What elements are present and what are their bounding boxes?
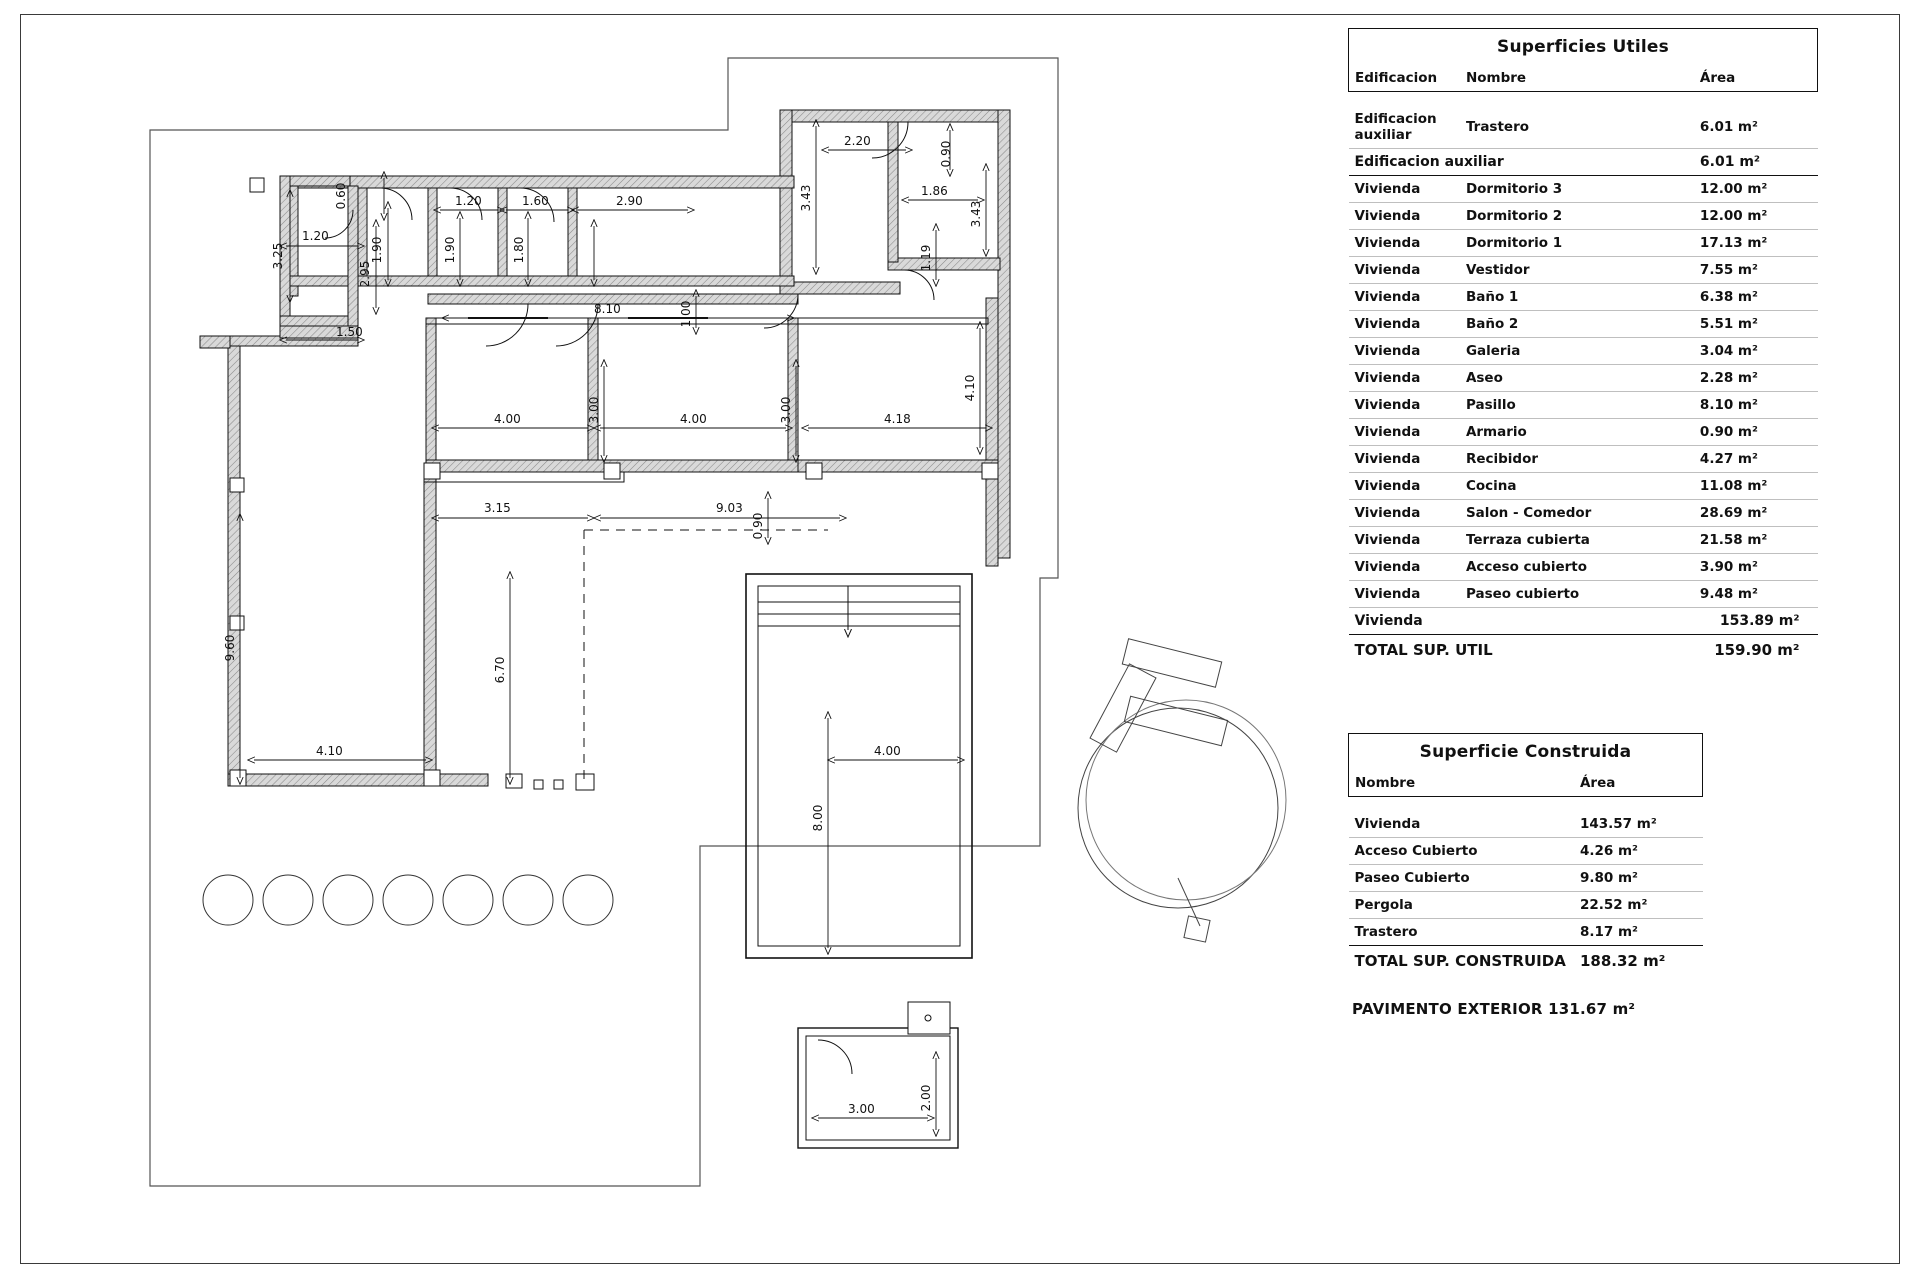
dim-1-80: 1.80 [512, 236, 526, 264]
dim-4-10-low: 4.10 [316, 744, 343, 758]
cell-area: 8.17 m² [1574, 919, 1703, 946]
table-row [1349, 527, 1818, 554]
cell-area: 12.00 m² [1694, 203, 1818, 230]
cell-edificacion: Vivienda [1349, 230, 1460, 257]
cell-edificacion: Vivienda [1349, 473, 1460, 500]
cell-nombre: Dormitorio 2 [1460, 203, 1694, 230]
dim-1-00: 1.00 [679, 300, 693, 328]
cell-edificacion: Vivienda [1349, 419, 1460, 446]
cell-edificacion: Vivienda [1349, 527, 1460, 554]
dim-4-18: 4.18 [884, 412, 911, 426]
dim-1-20-top: 1.20 [455, 194, 482, 208]
table-row [1349, 554, 1818, 581]
cell-area: 4.27 m² [1694, 446, 1818, 473]
table-header-row [1349, 771, 1703, 797]
table-row [1349, 473, 1818, 500]
header-nombre-constr: Nombre [1349, 771, 1574, 797]
total-row-util [1349, 635, 1818, 664]
header-edificacion: Edificacion [1349, 66, 1460, 92]
table-row [1349, 392, 1818, 419]
dim-3-43-b: 3.43 [969, 200, 983, 228]
table-title-utiles: Superficies Utiles [1349, 29, 1818, 67]
cell-nombre: Pergola [1349, 892, 1574, 919]
cell-nombre: Pasillo [1460, 392, 1694, 419]
total-value-construida: 188.32 m² [1579, 952, 1666, 970]
cell-edificacion: Vivienda [1349, 392, 1460, 419]
table-row [1349, 284, 1818, 311]
table-row [1349, 892, 1703, 919]
cell-area: 9.80 m² [1574, 865, 1703, 892]
total-label-util: TOTAL SUP. UTIL [1354, 641, 1493, 659]
dim-1-20-left: 1.20 [302, 229, 329, 243]
cell-nombre: Baño 2 [1460, 311, 1694, 338]
subtotal-value-auxiliar: 6.01 m² [1694, 149, 1818, 176]
cell-edificacion: Vivienda [1349, 446, 1460, 473]
table-row [1349, 500, 1818, 527]
cell-area: 143.57 m² [1574, 804, 1703, 838]
cell-edificacion: Edificacion auxiliar [1349, 99, 1460, 149]
subtotal-row-vivienda [1349, 608, 1818, 635]
cell-area: 6.01 m² [1694, 99, 1818, 149]
cell-edificacion: Vivienda [1349, 284, 1460, 311]
cell-edificacion: Vivienda [1349, 554, 1460, 581]
dim-3-00-shed: 3.00 [848, 1102, 875, 1116]
table-row [1349, 446, 1818, 473]
table-row [1349, 99, 1818, 149]
table-row [1349, 365, 1818, 392]
floor-plan-drawing [28, 18, 1328, 1262]
cell-nombre: Baño 1 [1460, 284, 1694, 311]
cell-area: 6.38 m² [1694, 284, 1818, 311]
cell-nombre: Recibidor [1460, 446, 1694, 473]
cell-edificacion: Vivienda [1349, 311, 1460, 338]
table-superficie-construida [1348, 733, 1703, 974]
cell-nombre: Dormitorio 1 [1460, 230, 1694, 257]
cell-area: 3.90 m² [1694, 554, 1818, 581]
cell-edificacion: Vivienda [1349, 176, 1460, 203]
cell-area: 8.10 m² [1694, 392, 1818, 419]
total-row-construida [1349, 946, 1703, 975]
dim-6-70: 6.70 [493, 656, 507, 684]
table-title-row [1349, 29, 1818, 67]
table-row [1349, 804, 1703, 838]
dim-2-20: 2.20 [844, 134, 871, 148]
cell-area: 9.48 m² [1694, 581, 1818, 608]
table-spacer [1349, 797, 1703, 805]
table-header-row [1349, 66, 1818, 92]
header-area-constr: Área [1574, 771, 1703, 797]
dim-8-00: 8.00 [811, 804, 825, 832]
subtotal-value-vivienda: 153.89 m² [1694, 608, 1818, 635]
table-row [1349, 838, 1703, 865]
table-row [1349, 176, 1818, 203]
pavimento-exterior-label: PAVIMENTO EXTERIOR 131.67 m² [1352, 1000, 1636, 1018]
dim-2-00-shed: 2.00 [919, 1084, 933, 1112]
table-row [1349, 581, 1818, 608]
cell-area: 7.55 m² [1694, 257, 1818, 284]
table-row [1349, 230, 1818, 257]
table-title-row [1349, 734, 1703, 772]
cell-nombre: Acceso cubierto [1460, 554, 1694, 581]
dim-4-00-pool: 4.00 [874, 744, 901, 758]
table-row [1349, 311, 1818, 338]
dim-2-95: 2.95 [358, 260, 372, 288]
table-row [1349, 419, 1818, 446]
cell-edificacion: Vivienda [1349, 203, 1460, 230]
cell-area: 21.58 m² [1694, 527, 1818, 554]
cell-nombre: Trastero [1349, 919, 1574, 946]
subtotal-row-auxiliar [1349, 149, 1818, 176]
dim-3-15: 3.15 [484, 501, 511, 515]
cell-area: 17.13 m² [1694, 230, 1818, 257]
cell-edificacion: Vivienda [1349, 338, 1460, 365]
cell-nombre: Acceso Cubierto [1349, 838, 1574, 865]
cell-nombre: Salon - Comedor [1460, 500, 1694, 527]
tables-gap [1348, 663, 1848, 733]
cell-nombre: Dormitorio 3 [1460, 176, 1694, 203]
header-area: Área [1694, 66, 1818, 92]
cell-nombre: Terraza cubierta [1460, 527, 1694, 554]
cell-nombre: Aseo [1460, 365, 1694, 392]
table-superficies-utiles [1348, 28, 1818, 663]
cell-nombre: Vestidor [1460, 257, 1694, 284]
cell-area: 2.28 m² [1694, 365, 1818, 392]
cell-nombre: Trastero [1460, 99, 1694, 149]
table-row [1349, 257, 1818, 284]
subtotal-label-vivienda: Vivienda [1349, 608, 1694, 635]
table-title-construida: Superficie Construida [1349, 734, 1703, 772]
dim-4-00-a: 4.00 [494, 412, 521, 426]
dim-3-00-b: 3.00 [779, 396, 793, 424]
table-row [1349, 919, 1703, 946]
dim-2-90: 2.90 [616, 194, 643, 208]
cell-area: 0.90 m² [1694, 419, 1818, 446]
cell-area: 11.08 m² [1694, 473, 1818, 500]
cell-area: 12.00 m² [1694, 176, 1818, 203]
total-value-util: 159.90 m² [1714, 641, 1800, 659]
dim-1-86: 1.86 [921, 184, 948, 198]
cell-nombre: Paseo cubierto [1460, 581, 1694, 608]
subtotal-label-auxiliar: Edificacion auxiliar [1349, 149, 1694, 176]
dim-0-90-low: 0.90 [751, 512, 765, 540]
cell-edificacion: Vivienda [1349, 500, 1460, 527]
table-row [1349, 865, 1703, 892]
dim-1-19: 1.19 [919, 244, 933, 272]
dim-0-60: 0.60 [334, 182, 348, 210]
cell-area: 28.69 m² [1694, 500, 1818, 527]
dim-4-10-right: 4.10 [963, 374, 977, 402]
cell-edificacion: Vivienda [1349, 365, 1460, 392]
header-nombre: Nombre [1460, 66, 1694, 92]
dim-9-60: 9.60 [223, 634, 237, 662]
cell-area: 22.52 m² [1574, 892, 1703, 919]
dim-1-60: 1.60 [522, 194, 549, 208]
dim-8-10: 8.10 [594, 302, 621, 316]
dim-1-90-a: 1.90 [370, 236, 384, 264]
dim-3-25: 3.25 [271, 242, 285, 270]
cell-area: 5.51 m² [1694, 311, 1818, 338]
table-row [1349, 338, 1818, 365]
area-tables-panel [1348, 28, 1848, 1018]
dim-3-00-a: 3.00 [587, 396, 601, 424]
cell-nombre: Galeria [1460, 338, 1694, 365]
cell-nombre: Armario [1460, 419, 1694, 446]
cell-nombre: Paseo Cubierto [1349, 865, 1574, 892]
dim-9-03: 9.03 [716, 501, 743, 515]
dim-0-90-top: 0.90 [939, 140, 953, 168]
dim-4-00-b: 4.00 [680, 412, 707, 426]
table-row [1349, 203, 1818, 230]
cell-area: 4.26 m² [1574, 838, 1703, 865]
cell-nombre: Vivienda [1349, 804, 1574, 838]
dim-1-90-b: 1.90 [443, 236, 457, 264]
cell-edificacion: Vivienda [1349, 581, 1460, 608]
dim-3-43-a: 3.43 [799, 184, 813, 212]
dim-1-50: 1.50 [336, 325, 363, 339]
cell-nombre: Cocina [1460, 473, 1694, 500]
table-spacer [1349, 92, 1818, 100]
cell-edificacion: Vivienda [1349, 257, 1460, 284]
total-label-construida: TOTAL SUP. CONSTRUIDA [1354, 952, 1566, 970]
cell-area: 3.04 m² [1694, 338, 1818, 365]
